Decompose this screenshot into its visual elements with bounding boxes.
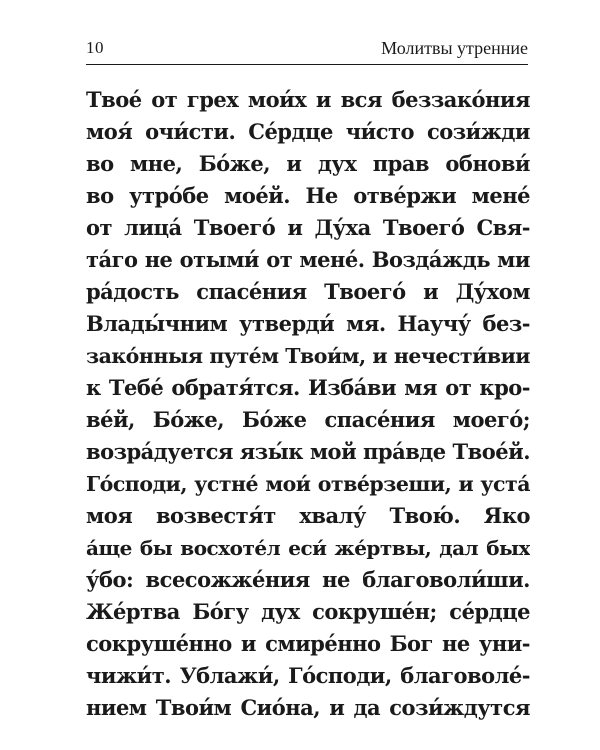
text-line: от лица́ Твоего́ и Ду́ха Твоего́ Свя- (86, 215, 530, 240)
page-header (86, 38, 528, 65)
text-line: во утро́бе мое́й. Не отве́ржи мене́ (86, 183, 530, 208)
text-line: ве́й, Бо́же, Бо́же спасе́ния моего́; (86, 407, 530, 432)
text-line: чижи́т. Ублажи́, Го́споди, благоволе́- (86, 663, 530, 688)
text-line: сокруше́нно и смире́нно Бог не уни- (86, 631, 530, 656)
prayer-text (86, 84, 530, 724)
page-number: 10 (86, 38, 104, 57)
text-line: Твое́ от грех мои́х и вся беззако́ния (86, 87, 530, 112)
text-line: ра́дость спасе́ния Твоего́ и Ду́хом (86, 279, 530, 304)
text-line: возра́дуется язы́к мой пра́вде Твое́й. (86, 439, 530, 464)
running-title: Молитвы утренние (381, 38, 528, 58)
text-line: а́ще бы восхоте́л еси́ же́ртвы, дал бых (86, 536, 530, 560)
text-line: у́бо: всесожже́ния не благоволи́ши. (86, 567, 530, 592)
text-line: та́го не отыми́ от мене́. Возда́ждь ми (86, 247, 530, 272)
text-line: к Тебе́ обратя́тся. Изба́ви мя от кро- (86, 375, 530, 400)
text-line: Влады́чним утверди́ мя. Научу́ без- (86, 311, 530, 336)
text-line: Го́споди, устне́ мои́ отве́рзеши, и уста́ (86, 472, 530, 496)
text-line: во мне, Бо́же, и дух прав обнови́ (86, 151, 530, 176)
text-line: нием Твои́м Сио́на, и да сози́ждутся (86, 695, 530, 720)
text-line: моя́ очи́сти. Се́рдце чи́сто сози́жди (86, 119, 530, 144)
text-line: Же́ртва Бо́гу дух сокруше́н; се́рдце (86, 599, 530, 624)
text-line: моя возвестя́т хвалу́ Твою́. Яко (86, 503, 530, 528)
text-line: зако́нныя путе́м Твои́м, и нечести́вии (86, 344, 530, 368)
